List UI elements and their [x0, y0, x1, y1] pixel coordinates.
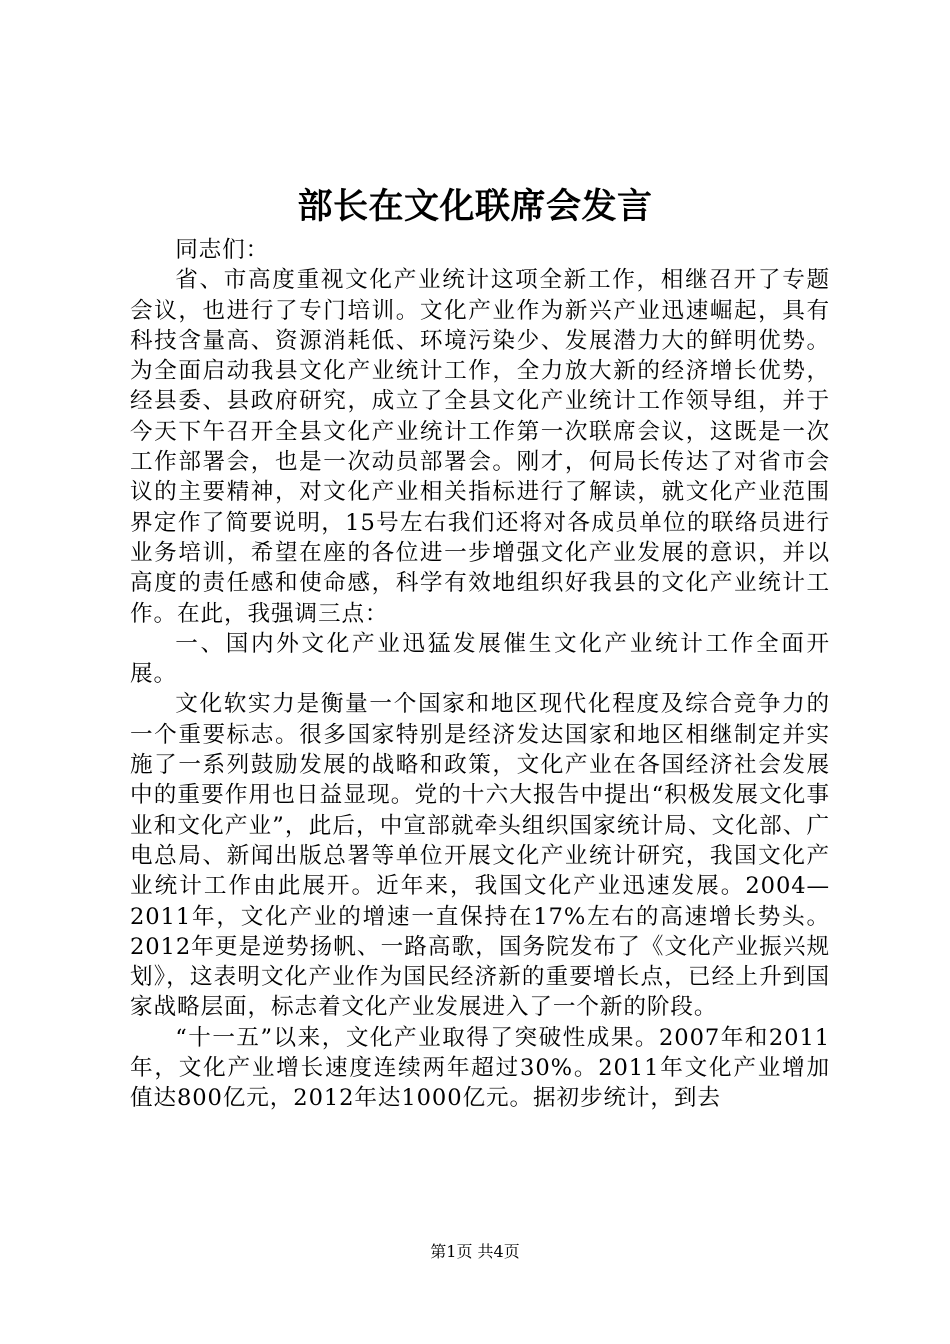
body-paragraph: “十一五”以来，文化产业取得了突破性成果。2007年和2011年，文化产业增长速度连续两年超过30%。2011年文化产业增加值达800亿元，2012年达1000亿元。据初步统计，到去: [130, 1024, 830, 1112]
section-heading-paragraph: 一、国内外文化产业迅猛发展催生文化产业统计工作全面开展。: [130, 630, 830, 688]
document-body: [130, 235, 830, 1114]
page-number-footer: 第1页 共4页: [430, 1242, 520, 1261]
document-title: 部长在文化联席会发言: [297, 186, 653, 227]
body-paragraph: 省、市高度重视文化产业统计这项全新工作，相继召开了专题会议，也进行了专门培训。文化产业作为新兴产业迅速崛起，具有科技含量高、资源消耗低、环境污染少、发展潜力大的鲜明优势。为全面启动我县文化产业统计工作，全力放大新的经济增长优势，经县委、县政府研究，成立了全县文化产业统计工作领导组，并于今天下午召开全县文化产业统计工作第一次联席会议，这既是一次工作部署会，也是一次动员部署会。刚才，何局长传达了对省市会议的主要精神，对文化产业相关指标进行了解读，就文化产业范围界定作了简要说明，15号左右我们还将对各成员单位的联络员进行业务培训，希望在座的各位进一步增强文化产业发展的意识，并以高度的责任感和使命感，科学有效地组织好我县的文化产业统计工作。在此，我强调三点：: [130, 267, 830, 627]
salutation-paragraph: 同志们：: [175, 237, 270, 263]
body-paragraph: 文化软实力是衡量一个国家和地区现代化程度及综合竞争力的一个重要标志。很多国家特别是经济发达国家和地区相继制定并实施了一系列鼓励发展的战略和政策，文化产业在各国经济社会发展中的重要作用也日益显现。党的十六大报告中提出“积极发展文化事业和文化产业”，此后，中宣部就牵头组织国家统计局、文化部、广电总局、新闻出版总署等单位开展文化产业统计研究，我国文化产业统计工作由此展开。近年来，我国文化产业迅速发展。2004—2011年，文化产业的增速一直保持在17%左右的高速增长势头。2012年更是逆势扬帆、一路高歌，国务院发布了《文化产业振兴规划》，这表明文化产业作为国民经济新的重要增长点，已经上升到国家战略层面，标志着文化产业发展进入了一个新的阶段。: [130, 691, 830, 1021]
